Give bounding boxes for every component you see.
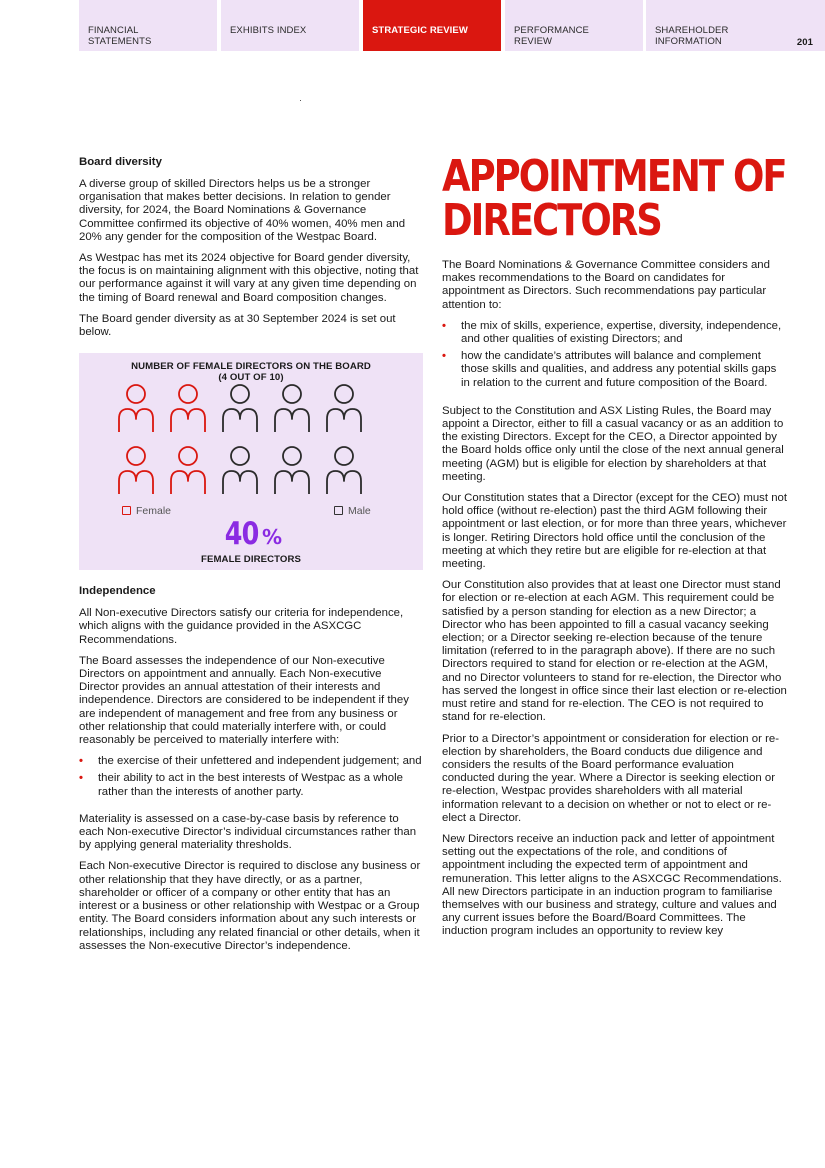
page-title-line2: DIRECTORS [442, 195, 661, 246]
female-director-icon [168, 444, 196, 496]
bullet-text: their ability to act in the best interests of Westpac as a whole rather than the interests of another party. [98, 772, 403, 798]
list-item [442, 350, 788, 390]
tab-label-line1: FINANCIAL [88, 25, 139, 36]
bullet-dot: • [442, 350, 446, 363]
male-swatch [334, 506, 343, 515]
tab-shareholder-information[interactable] [646, 0, 825, 51]
female-director-icon [116, 382, 144, 434]
page-number: 201 [796, 36, 813, 48]
male-director-icon [324, 444, 352, 496]
appointment-p4: Prior to a Director’s appointment or consideration for election or re-election by shareholders, the Board conducts due diligence and considers the results of the Board performance evaluation conducted during the year. Where a Director is seeking election or re-election, Westpac provides shareholders with all material information relevant to a decision on whether or not to elect or re-elect a Director. [442, 732, 780, 824]
board-diversity-p1: A diverse group of skilled Directors helps us be a stronger organisation that makes better decisions. In relation to gender diversity, for 2024, the Board Nominations & Governance Committee confirmed its objective of 40% women, 40% men and 20% any gender for the composition of the Westpac Board. [79, 178, 406, 243]
tab-label-line2: STATEMENTS [88, 35, 152, 47]
male-director-icon [324, 382, 352, 434]
tab-label-line2: INFORMATION [655, 35, 722, 47]
male-director-icon [272, 382, 300, 434]
list-item [79, 755, 423, 768]
tab-label-line1: PERFORMANCE [514, 25, 589, 36]
list-item [442, 320, 788, 346]
appointment-bullets [442, 320, 788, 390]
left-column [79, 155, 423, 961]
independence-bullets [79, 755, 423, 799]
independence-p1: All Non-executive Directors satisfy our criteria for independence, which aligns with the guidance provided in the ASXCGC Recommendations. [79, 607, 404, 646]
board-diversity-p2: As Westpac has met its 2024 objective for Board gender diversity, the focus is on maintaining alignment with this objective, noting that our performance against it will vary at any given time depending on the timing of Board renewal and Board composition changes. [79, 252, 419, 304]
independence-p4: Each Non-executive Director is required to disclose any business or other relationship that they have directly, or as a partner, shareholder or officer of a company or other entity that has an interest or a business or other relationship with Westpac or a Group entity. The Board considers information about any such interests or relationships, including any related financial or other details, when it assesses the Non-executive Director’s independence. [79, 860, 421, 952]
tab-strategic-review[interactable] [363, 0, 501, 51]
tab-label-line2: STRATEGIC REVIEW [372, 25, 468, 36]
tab-performance-review[interactable] [505, 0, 643, 51]
list-item [79, 772, 423, 798]
percent-value: 40 [224, 516, 259, 553]
percent-sign: % [262, 525, 282, 550]
percent-label: FEMALE DIRECTORS [200, 554, 302, 566]
appointment-p5: New Directors receive an induction pack and letter of appointment setting out the expectations of the role, and conditions of appointment including the expected term of appointment and remuneration. This letter aligns to the ASXCGC Recommendations. All new Directors participate in an induction program to familiarise themselves with our business and strategy, culture and values and any current issues before the Board/Board Committees. The induction program includes an opportunity to review key [442, 832, 782, 938]
independence-heading: Independence [79, 585, 156, 598]
male-director-icon [220, 382, 248, 434]
female-swatch [122, 506, 131, 515]
gender-infographic [79, 353, 423, 570]
independence-p3: Materiality is assessed on a case-by-case basis by reference to each Non-executive Director’s individual circumstances rather than by applying general materiality thresholds. [79, 812, 417, 852]
tab-label-line2: REVIEW [514, 35, 553, 47]
tab-exhibits-index[interactable] [221, 0, 359, 51]
board-diversity-heading: Board diversity [79, 156, 162, 168]
bullet-text: how the candidate’s attributes will balance and complement those skills and qualities, and address any potential skills gaps in relation to the current and future composition of the Board. [461, 350, 777, 389]
appointment-intro: The Board Nominations & Governance Committee considers and makes recommendations to the Board on candidates for appointment as Directors. Such recommendations pay particular attention to: [442, 259, 770, 311]
section-nav [79, 0, 825, 51]
right-column [442, 151, 788, 947]
appointment-p1: Subject to the Constitution and ASX Listing Rules, the Board may appoint a Director, either to fill a casual vacancy or as an addition to the existing Directors. Except for the CEO, a Director appointed by the Board holds office only until the close of the next annual general meeting (AGM) but is eligible for election by shareholders at that meeting. [442, 404, 784, 483]
bullet-text: the mix of skills, experience, expertise, diversity, independence, and other qualities of existing Directors; and [461, 319, 782, 346]
infographic-title-line2: (4 OUT OF 10) [218, 372, 284, 384]
tab-label-line2: EXHIBITS INDEX [230, 25, 307, 36]
stray-dot [300, 100, 301, 101]
appointment-p2: Our Constitution states that a Director (except for the CEO) must not hold office (without re-election) past the third AGM following their appointment or last election, or for more than three years, whichever is longer. Retiring Directors hold office until the conclusion of the meeting at which they retire but are eligible for re-election at that meeting. [442, 492, 788, 571]
infographic-title-line1: NUMBER OF FEMALE DIRECTORS ON THE BOARD [131, 361, 371, 373]
female-percentage [79, 516, 423, 552]
male-director-icon [272, 444, 300, 496]
tab-label-line1: SHAREHOLDER [655, 25, 729, 36]
bullet-dot: • [79, 772, 83, 785]
female-director-icon [116, 444, 144, 496]
tab-financial-statements[interactable] [79, 0, 217, 51]
female-director-icon [168, 382, 196, 434]
board-diversity-p3: The Board gender diversity as at 30 September 2024 is set out below. [79, 312, 396, 339]
bullet-dot: • [79, 755, 83, 768]
bullet-text: the exercise of their unfettered and independent judgement; and [98, 755, 422, 768]
bullet-dot: • [442, 319, 446, 332]
page-title-line1: APPOINTMENT OF [442, 151, 786, 202]
appointment-p3: Our Constitution also provides that at least one Director must stand for election or re-election at each AGM. This requirement could be satisfied by a person standing for election as a new Director; a Director who has been appointed to fill a casual vacancy seeking election; or a Director seeking re-election because of the tenure limitation (referred to in the paragraph above). If there are no such Directors required to stand for election or re-election at the AGM, and no Director volunteers to stand for re-election, the Director who has served the longest in office since their last election or re-election must retire and stand for re-election. The CEO is not required to stand for re-election. [442, 579, 787, 724]
independence-p2: The Board assesses the independence of our Non-executive Directors on appointment and annually. Each Non-executive Director provides an annual attestation of their interests and independence. Directors are considered to be independent if they are independent of management and free from any business or other relationship that could materially interfere with, or could reasonably be perceived to materially interfere with: [79, 654, 409, 747]
page-title [442, 151, 795, 246]
male-director-icon [220, 444, 248, 496]
legend-female-label: Female [136, 505, 172, 518]
legend-male-label: Male [348, 505, 371, 518]
infographic-title [79, 353, 423, 383]
